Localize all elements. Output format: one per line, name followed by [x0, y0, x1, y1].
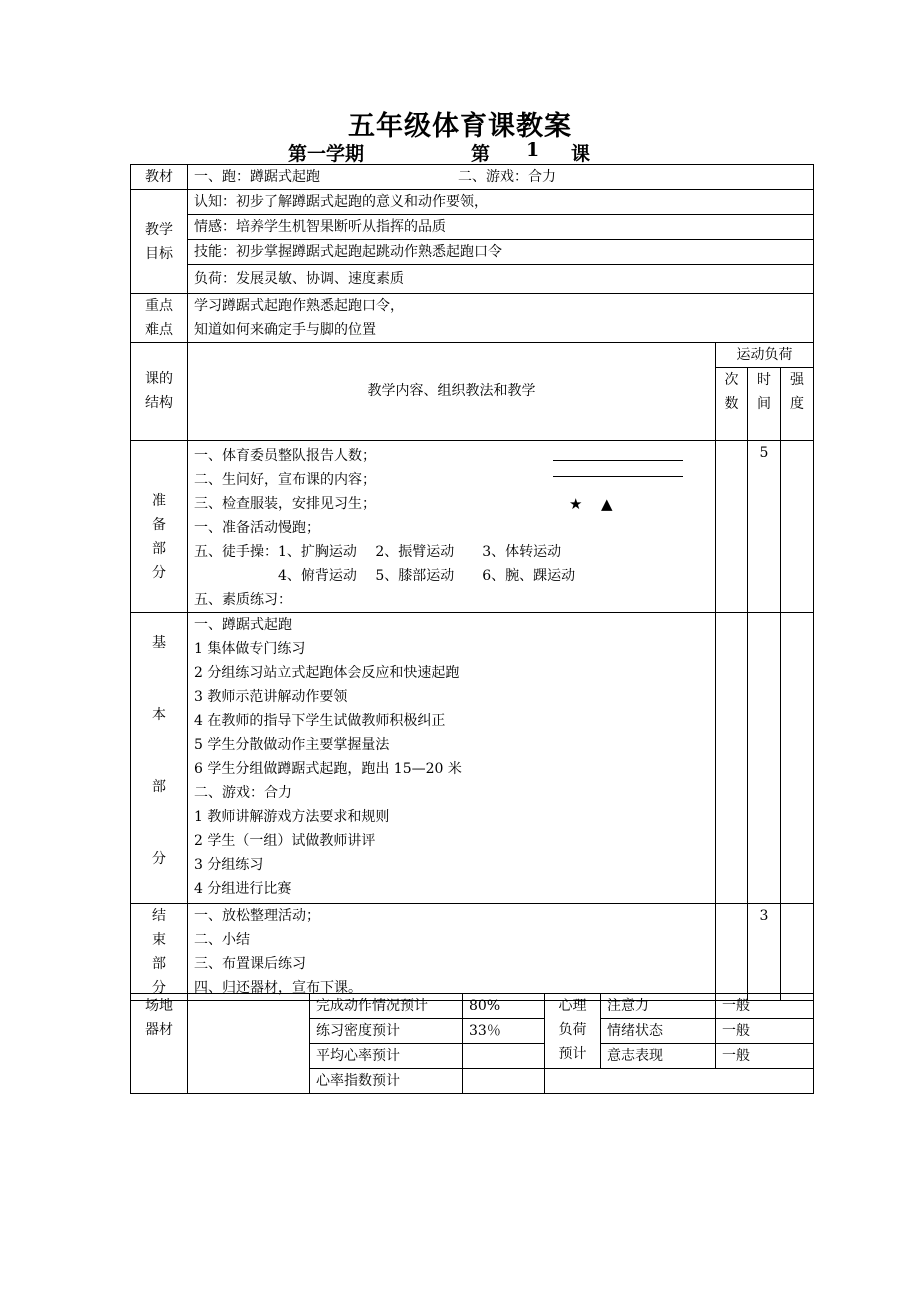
- objective-row: [131, 215, 814, 240]
- basic-line: 1 集体做专门练习: [194, 641, 306, 657]
- basic-line: 6 学生分组做蹲踞式起跑，跑出 15—20 米: [194, 761, 462, 777]
- basic-label: [131, 613, 188, 904]
- psych-load-label: [545, 994, 601, 1069]
- basic-section-row: [131, 613, 814, 904]
- intensity-header-l1: 强: [790, 372, 804, 388]
- count-header: [716, 368, 748, 441]
- estimate-value: 33％: [463, 1019, 545, 1044]
- triangle-icon: ▲: [601, 495, 613, 513]
- lesson-ke: 课: [571, 143, 591, 165]
- objective-row: [131, 190, 814, 215]
- count-header-l2: 数: [724, 396, 739, 412]
- ending-label-char: 束: [152, 932, 166, 948]
- basic-line: 4 分组进行比赛: [194, 881, 292, 897]
- venue-label-l2: 器材: [145, 1022, 173, 1038]
- structure-label-l2: 结构: [145, 395, 173, 411]
- time-header: [748, 368, 781, 441]
- prep-label-char: 部: [152, 541, 166, 557]
- structure-header-row: [131, 343, 814, 368]
- ending-content: [188, 904, 716, 1001]
- basic-line: 1 教师讲解游戏方法要求和规则: [194, 809, 390, 825]
- prep-line: 五、徒手操：1、扩胸运动 2、振臂运动 3、体转运动: [194, 544, 562, 560]
- estimate-value: [463, 1069, 545, 1094]
- prep-label: [131, 441, 188, 613]
- structure-label-l1: 课的: [145, 371, 173, 387]
- objectives-label-l2: 目标: [145, 245, 173, 262]
- prep-count: [716, 441, 748, 613]
- footer-table: [130, 993, 814, 1094]
- ending-label-char: 结: [152, 908, 166, 924]
- prep-line: 三、检查服装，安排见习生；: [194, 496, 376, 512]
- key-point-line: 知道如何来确定手与脚的位置: [194, 322, 376, 338]
- time-header-l2: 间: [757, 396, 771, 412]
- formation-line: [553, 476, 683, 477]
- intensity-header-l2: 度: [790, 396, 804, 412]
- estimate-label: 平均心率预计: [310, 1044, 463, 1069]
- psych-item-label: 情绪状态: [601, 1019, 716, 1044]
- estimate-value: 80%: [463, 994, 545, 1019]
- lesson-subtitle: [0, 139, 920, 163]
- estimate-label: 心率指数预计: [310, 1069, 463, 1094]
- objective-load: 负荷：发展灵敏、协调、速度素质: [188, 265, 814, 294]
- basic-content: [188, 613, 716, 904]
- basic-label-char: 分: [152, 851, 166, 867]
- time-header-l1: 时: [757, 372, 771, 388]
- lesson-number: 1: [526, 139, 540, 161]
- ending-label-char: 分: [152, 980, 166, 996]
- basic-label-char: 本: [152, 707, 166, 723]
- prep-line: 4、俯背运动 5、膝部运动 6、腕、踝运动: [194, 568, 576, 584]
- key-points-content: [188, 294, 814, 343]
- formation-line: [553, 460, 683, 461]
- material-content: [188, 165, 814, 190]
- key-point-line: 学习蹲踞式起跑作熟悉起跑口令，: [194, 298, 404, 314]
- psych-label-l1: 心理: [558, 998, 587, 1014]
- ending-line: 三、布置课后练习: [194, 956, 306, 972]
- objective-skill: 技能：初步掌握蹲踞式起跑起跳动作熟悉起跑口令: [188, 240, 814, 265]
- objective-cognitive: 认知：初步了解蹲踞式起跑的意义和动作要领，: [188, 190, 814, 215]
- basic-line: 4 在教师的指导下学生试做教师积极纠正: [194, 713, 446, 729]
- count-header-l1: 次: [724, 372, 739, 388]
- basic-intensity: [781, 613, 814, 904]
- prep-time: 5: [748, 441, 781, 613]
- psych-item-label: 注意力: [601, 994, 716, 1019]
- lesson-di: 第: [471, 143, 491, 165]
- objectives-label: [131, 190, 188, 294]
- key-points-label: [131, 294, 188, 343]
- ending-intensity: [781, 904, 814, 1001]
- objective-affective: 情感：培养学生机智果断听从指挥的品质: [188, 215, 814, 240]
- ending-time: 3: [748, 904, 781, 1001]
- material-row: [131, 165, 814, 190]
- intensity-header: [781, 368, 814, 441]
- estimate-label: 练习密度预计: [310, 1019, 463, 1044]
- psych-item-value: 一般: [716, 1019, 814, 1044]
- material-item-1: 一、跑：蹲踞式起跑: [194, 169, 320, 185]
- prep-content: [188, 441, 716, 613]
- material-item-2: 二、游戏：合力: [458, 169, 556, 185]
- page-title: 五年级体育课教案: [348, 111, 572, 142]
- psych-item-value: 一般: [716, 1044, 814, 1069]
- ending-line: 四、归还器材，宣布下课。: [194, 980, 362, 996]
- psych-label-l3: 预计: [558, 1046, 587, 1062]
- key-points-label-l1: 重点: [145, 298, 173, 314]
- ending-line: 一、放松整理活动；: [194, 908, 320, 924]
- ending-label-char: 部: [152, 956, 166, 972]
- prep-label-char: 备: [152, 517, 166, 533]
- key-points-row: [131, 294, 814, 343]
- lesson-plan-table: [130, 164, 814, 1001]
- estimate-label: 完成动作情况预计: [310, 994, 463, 1019]
- key-points-label-l2: 难点: [145, 322, 173, 338]
- basic-label-char: 基: [152, 635, 166, 651]
- objectives-label-l1: 教学: [145, 221, 173, 238]
- basic-line: 二、游戏：合力: [194, 785, 292, 801]
- ending-label: [131, 904, 188, 1001]
- prep-intensity: [781, 441, 814, 613]
- material-label: 教材: [131, 165, 188, 190]
- venue-label: [131, 994, 188, 1094]
- prep-section-row: [131, 441, 814, 613]
- load-header: 运动负荷: [716, 343, 814, 368]
- teacher-star-icon: ★: [569, 495, 583, 513]
- content-header: 教学内容、组织教法和教学: [188, 343, 716, 441]
- psych-item-label: 意志表现: [601, 1044, 716, 1069]
- basic-line: 2 分组练习站立式起跑体会反应和快速起跑: [194, 665, 460, 681]
- prep-label-char: 准: [152, 493, 166, 509]
- basic-time: [748, 613, 781, 904]
- prep-line: 二、生问好，宣布课的内容；: [194, 472, 376, 488]
- venue-label-l1: 场地: [145, 998, 173, 1014]
- ending-line: 二、小结: [194, 932, 250, 948]
- basic-line: 2 学生（一组）试做教师讲评: [194, 833, 376, 849]
- basic-label-char: 部: [152, 779, 166, 795]
- psych-item-value: 一般: [716, 994, 814, 1019]
- prep-label-char: 分: [152, 565, 166, 581]
- ending-section-row: [131, 904, 814, 1001]
- basic-line: 3 教师示范讲解动作要领: [194, 689, 348, 705]
- footer-row: [131, 994, 814, 1019]
- prep-line: 一、体育委员整队报告人数；: [194, 448, 376, 464]
- psych-empty: [545, 1069, 814, 1094]
- psych-label-l2: 负荷: [558, 1022, 587, 1038]
- semester: 第一学期: [288, 143, 365, 165]
- prep-line: 一、准备活动慢跑；: [194, 520, 320, 536]
- structure-label: [131, 343, 188, 441]
- estimate-value: [463, 1044, 545, 1069]
- basic-count: [716, 613, 748, 904]
- objective-row: [131, 265, 814, 294]
- prep-line: 五、素质练习：: [194, 592, 292, 608]
- basic-line: 3 分组练习: [194, 857, 264, 873]
- ending-count: [716, 904, 748, 1001]
- venue-content: [188, 994, 310, 1094]
- basic-line: 一、蹲踞式起跑: [194, 617, 292, 633]
- basic-line: 5 学生分散做动作主要掌握量法: [194, 737, 390, 753]
- objective-row: [131, 240, 814, 265]
